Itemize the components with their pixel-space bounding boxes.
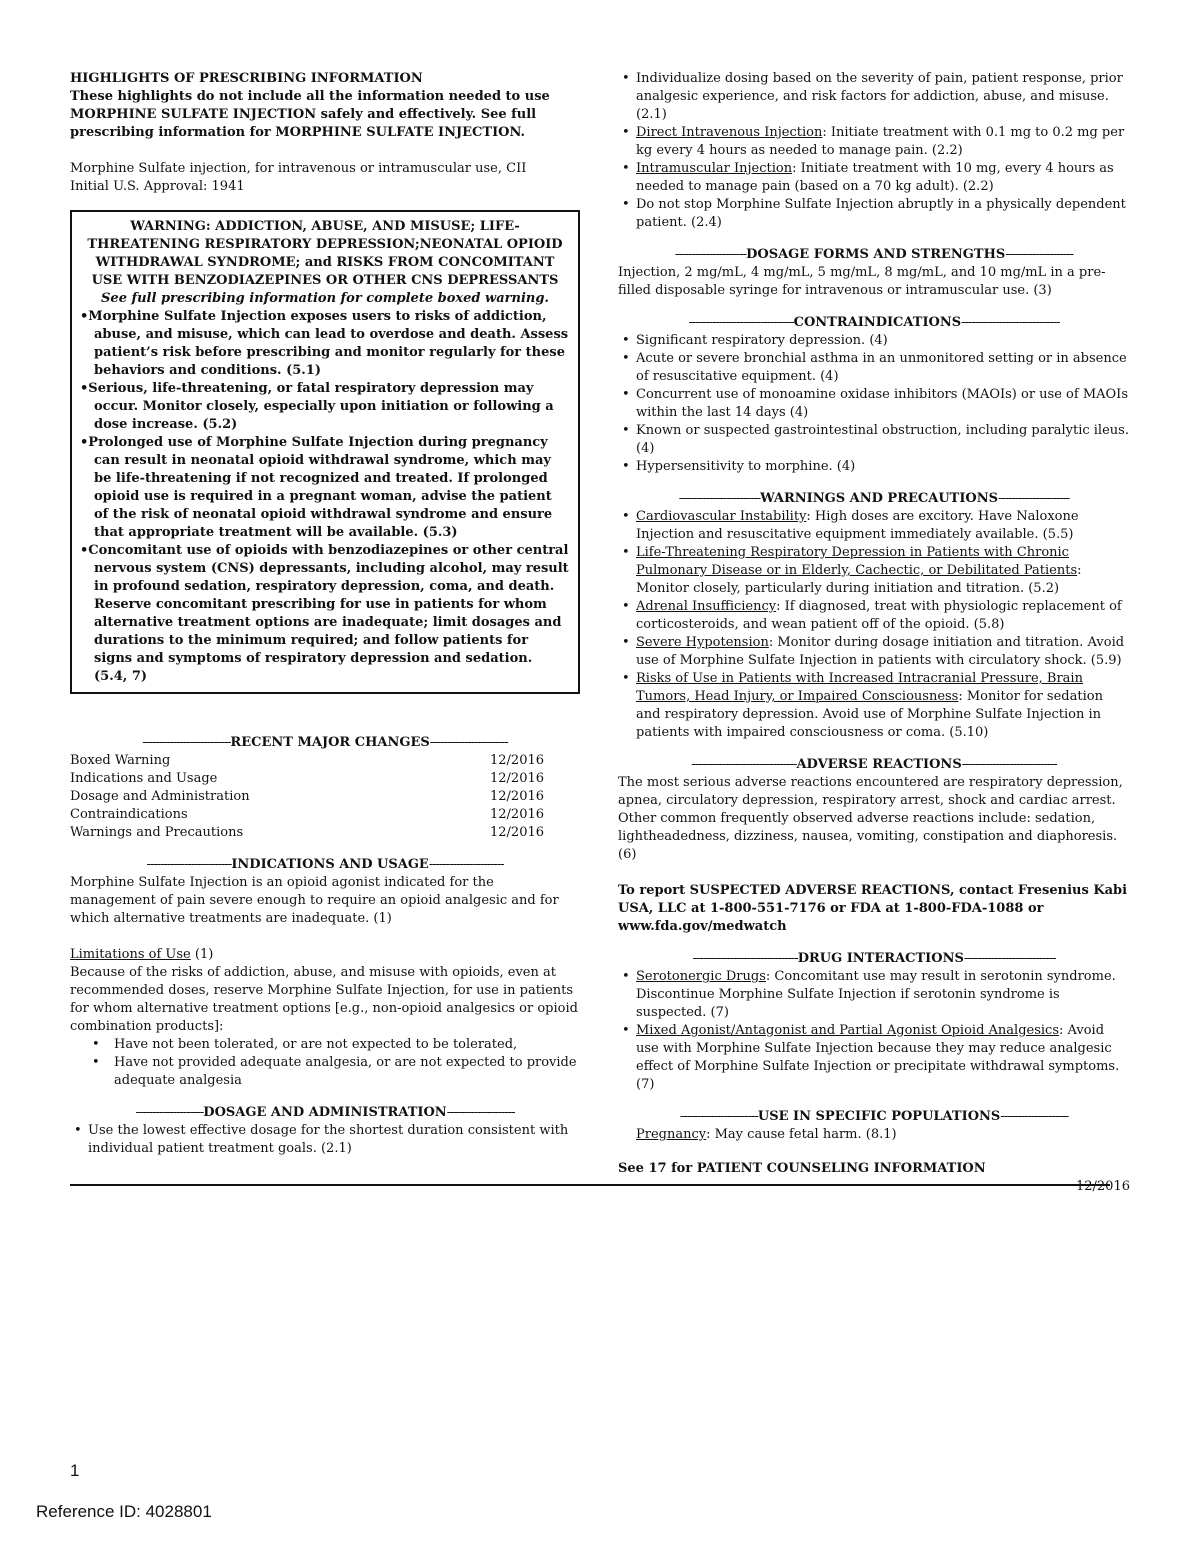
adverse-text: The most serious adverse reactions encountered are respiratory depression, apnea, circulatory depression, respiratory arrest, shock and cardiac arrest. Other common frequently observed adverse reactions include: sedation, lightheadedness, dizziness, nausea, vomiting, constipation and diaphoresis. (6) bbox=[618, 775, 1123, 862]
list-item: • Hypersensitivity to morphine. (4) bbox=[618, 458, 1130, 476]
item-text: Individualize dosing based on the severity of pain, patient response, prior analgesic experience, and risk factors for addiction, abuse, and misuse. (2.1) bbox=[636, 71, 1123, 122]
heading-dashes: -------------------- bbox=[446, 1105, 515, 1120]
boxed-warning-title: WARNING: ADDICTION, ABUSE, AND MISUSE; LIFE-THREATENING RESPIRATORY DEPRESSION;NEONATAL OPIOID WITHDRAWAL SYNDROME; and RISKS FROM CONCOMITANT USE WITH BENZODIAZEPINES OR OTHER CNS DEPRESSANTS bbox=[87, 219, 563, 288]
list-item bbox=[618, 598, 1130, 634]
heading-dashes: -------------------- bbox=[1005, 247, 1074, 262]
limitations-list bbox=[70, 1036, 580, 1090]
list-item: • Have not provided adequate analgesia, or are not expected to provide adequate analgesia bbox=[70, 1054, 580, 1090]
heading-text: USE IN SPECIFIC POPULATIONS bbox=[757, 1109, 1001, 1124]
list-item bbox=[618, 196, 1130, 232]
boxed-warning-subtitle: See full prescribing information for complete boxed warning. bbox=[101, 291, 549, 306]
patient-counseling-note: See 17 for PATIENT COUNSELING INFORMATION bbox=[618, 1161, 986, 1176]
bottom-rule bbox=[70, 1184, 1110, 1186]
boxed-warning-item: •Morphine Sulfate Injection exposes users to risks of addiction, abuse, and misuse, which can lead to overdose and death. Assess patient’s risk before prescribing and monitor regularly for these behaviors and conditions. (5.1) bbox=[80, 309, 569, 378]
change-date: 12/2016 bbox=[490, 825, 545, 840]
list-item: • Acute or severe bronchial asthma in an unmonitored setting or in absence of resuscitative equipment. (4) bbox=[618, 350, 1130, 386]
pregnancy-label: Pregnancy bbox=[636, 1127, 707, 1142]
item-label: Direct Intravenous Injection bbox=[636, 125, 823, 140]
heading-dashes: ----------------------- bbox=[429, 735, 508, 750]
dosage-forms-text: Injection, 2 mg/mL, 4 mg/mL, 5 mg/mL, 8 mg/mL, and 10 mg/mL in a pre-filled disposable syringe for intravenous or intramuscular use. (3) bbox=[618, 265, 1106, 298]
pregnancy-text: : May cause fetal harm. (8.1) bbox=[706, 1127, 897, 1142]
heading-dashes: -------------------- bbox=[1000, 1109, 1069, 1124]
boxed-warning bbox=[70, 210, 580, 694]
item-text: : Initiate treatment with 0.1 mg to 0.2 mg per kg every 4 hours as needed to manage pain. (2.2) bbox=[636, 125, 1125, 158]
heading-dashes: ------------------------------- bbox=[692, 951, 798, 966]
item-text: : Monitor closely, particularly during initiation and titration. (5.2) bbox=[636, 563, 1082, 596]
heading-dashes: ----------------------------- bbox=[961, 315, 1060, 330]
item-text: : High doses are excitory. Have Naloxone Injection and resuscitative equipment immediately available. (5.5) bbox=[636, 509, 1079, 542]
change-date: 12/2016 bbox=[490, 771, 545, 786]
list-item bbox=[618, 160, 1130, 196]
list-item bbox=[618, 670, 1130, 742]
dosage-heading bbox=[70, 1104, 580, 1122]
drug-interactions-list bbox=[618, 968, 1130, 1094]
list-item bbox=[618, 544, 1130, 598]
item-text: : Concomitant use may result in serotonin syndrome. Discontinue Morphine Sulfate Injection if serotonin syndrome is suspected. (7) bbox=[636, 969, 1116, 1020]
indications-heading bbox=[70, 856, 580, 874]
item-text: Do not stop Morphine Sulfate Injection abruptly in a physically dependent patient. (2.4) bbox=[636, 197, 1126, 230]
recent-changes-heading bbox=[70, 734, 580, 752]
boxed-warning-item: •Serious, life-threatening, or fatal respiratory depression may occur. Monitor closely, especially upon initiation or following a dose increase. (5.2) bbox=[80, 381, 554, 432]
limitations-ref: (1) bbox=[190, 947, 214, 962]
heading-text: CONTRAINDICATIONS bbox=[793, 315, 962, 330]
change-date: 12/2016 bbox=[490, 753, 545, 768]
item-text: : Monitor for sedation and respiratory depression. Avoid use of Morphine Sulfate Injection in patients with impaired consciousness or coma. (5.10) bbox=[636, 689, 1103, 740]
change-date: 12/2016 bbox=[490, 789, 545, 804]
recent-changes-table bbox=[70, 752, 550, 842]
item-text: : Monitor during dosage initiation and titration. Avoid use of Morphine Sulfate Injection in patients with circulatory shock. (5.9) bbox=[636, 635, 1125, 668]
heading-text: ADVERSE REACTIONS bbox=[796, 757, 962, 772]
list-item bbox=[618, 968, 1130, 1022]
list-item: • Significant respiratory depression. (4) bbox=[618, 332, 1130, 350]
heading-text: DOSAGE AND ADMINISTRATION bbox=[203, 1105, 447, 1120]
list-item: • Have not been tolerated, or are not expected to be tolerated, bbox=[70, 1036, 580, 1054]
item-label: Mixed Agonist/Antagonist and Partial Agonist Opioid Analgesics bbox=[636, 1023, 1059, 1038]
change-date: 12/2016 bbox=[490, 807, 545, 822]
table-row bbox=[70, 770, 550, 788]
drug-interactions-heading bbox=[618, 950, 1130, 968]
change-item: Boxed Warning bbox=[70, 753, 171, 768]
list-item bbox=[618, 70, 1130, 124]
contraindications-list bbox=[618, 332, 1130, 476]
list-item bbox=[618, 634, 1130, 670]
heading-dashes: ------------------------- bbox=[146, 857, 232, 872]
item-text: : Avoid use with Morphine Sulfate Injection because they may reduce analgesic effect of Morphine Sulfate Injection or precipitate withdrawal symptoms. (7) bbox=[636, 1023, 1120, 1092]
highlights-title: HIGHLIGHTS OF PRESCRIBING INFORMATION bbox=[70, 71, 423, 86]
item-label: Adrenal Insufficiency bbox=[636, 599, 777, 614]
page-number: 1 bbox=[70, 1461, 80, 1480]
left-column bbox=[70, 70, 580, 1158]
change-item: Contraindications bbox=[70, 807, 188, 822]
item-label: Risks of Use in Patients with Increased Intracranial Pressure, Brain Tumors, Head Injury, or Impaired Consciousness bbox=[636, 671, 1083, 704]
boxed-warning-item: •Concomitant use of opioids with benzodiazepines or other central nervous system (CNS) depressants, including alcohol, may result in profound sedation, respiratory depression, coma, and death. Reserve concomitant prescribing for use in patients for whom alternative treatment options are inadequate; limit dosages and durations to the minimum required; and follow patients for signs and symptoms of respiratory depression and sedation. (5.4, 7) bbox=[80, 543, 569, 684]
warnings-list bbox=[618, 508, 1130, 742]
item-label: Life-Threatening Respiratory Depression in Patients with Chronic Pulmonary Disease or in Elderly, Cachectic, or Debilitated Patients bbox=[636, 545, 1078, 578]
indications-text: Morphine Sulfate Injection is an opioid agonist indicated for the management of pain severe enough to require an opioid analgesic and for which alternative treatments are inadequate. (1) bbox=[70, 875, 559, 926]
list-item: • Known or suspected gastrointestinal obstruction, including paralytic ileus. (4) bbox=[618, 422, 1130, 458]
limitations-label: Limitations of Use bbox=[70, 947, 191, 962]
dosage-continued-list bbox=[618, 70, 1130, 232]
change-item: Dosage and Administration bbox=[70, 789, 250, 804]
list-item: • Concurrent use of monoamine oxidase inhibitors (MAOIs) or use of MAOIs within the last 14 days (4) bbox=[618, 386, 1130, 422]
reference-id: Reference ID: 4028801 bbox=[36, 1502, 212, 1521]
list-item bbox=[618, 124, 1130, 160]
heading-text: WARNINGS AND PRECAUTIONS bbox=[760, 491, 999, 506]
change-item: Indications and Usage bbox=[70, 771, 218, 786]
product-line: Morphine Sulfate injection, for intravenous or intramuscular use, CII bbox=[70, 161, 527, 176]
table-row bbox=[70, 788, 550, 806]
boxed-warning-item: •Prolonged use of Morphine Sulfate Injection during pregnancy can result in neonatal opioid withdrawal syndrome, which may be life-threatening if not recognized and treated. If prolonged opioid use is required in a pregnant woman, advise the patient of the risk of neonatal opioid withdrawal syndrome and ensure that appropriate treatment will be available. (5.3) bbox=[80, 435, 553, 540]
list-item bbox=[618, 1022, 1130, 1094]
heading-dashes: --------------------- bbox=[674, 247, 747, 262]
list-item bbox=[618, 508, 1130, 544]
intro-line-3: prescribing information for MORPHINE SULFATE INJECTION. bbox=[70, 125, 526, 140]
heading-text: DRUG INTERACTIONS bbox=[797, 951, 964, 966]
item-label: Serotonergic Drugs bbox=[636, 969, 766, 984]
heading-dashes: ------------------------------- bbox=[688, 315, 794, 330]
item-text: : Initiate treatment with 10 mg, every 4 hours as needed to manage pain (based on a 70 kg adult). (2.2) bbox=[636, 161, 1114, 194]
table-row bbox=[70, 806, 550, 824]
item-label: Cardiovascular Instability bbox=[636, 509, 807, 524]
heading-text: DOSAGE FORMS AND STRENGTHS bbox=[746, 247, 1006, 262]
heading-dashes: ----------------------- bbox=[679, 1109, 758, 1124]
intro-line-2: MORPHINE SULFATE INJECTION safely and effectively. See full bbox=[70, 107, 537, 122]
heading-dashes: --------------------- bbox=[998, 491, 1070, 506]
dosage-list bbox=[70, 1122, 580, 1158]
heading-dashes: ------------------------ bbox=[678, 491, 761, 506]
limitations-heading bbox=[70, 946, 580, 964]
intro-line-1: These highlights do not include all the information needed to use bbox=[70, 89, 550, 104]
approval-line: Initial U.S. Approval: 1941 bbox=[70, 179, 245, 194]
heading-dashes: ------------------------------- bbox=[691, 757, 797, 772]
heading-text: RECENT MAJOR CHANGES bbox=[230, 735, 430, 750]
specific-populations-heading bbox=[618, 1108, 1130, 1126]
heading-text: INDICATIONS AND USAGE bbox=[231, 857, 429, 872]
adverse-report: To report SUSPECTED ADVERSE REACTIONS, contact Fresenius Kabi USA, LLC at 1-800-551-7176 or FDA at 1-800-FDA-1088 or www.fda.gov/medwatch bbox=[618, 883, 1128, 934]
item-label: Severe Hypotension bbox=[636, 635, 769, 650]
table-row bbox=[70, 752, 550, 770]
heading-dashes: ---------------------- bbox=[428, 857, 504, 872]
heading-dashes: ---------------------------- bbox=[961, 757, 1057, 772]
heading-dashes: --------------------------- bbox=[963, 951, 1056, 966]
adverse-heading bbox=[618, 756, 1130, 774]
dosage-forms-heading bbox=[618, 246, 1130, 264]
contraindications-heading bbox=[618, 314, 1130, 332]
right-column bbox=[618, 70, 1130, 1196]
pregnancy-line bbox=[618, 1126, 1130, 1144]
heading-dashes: -------------------------- bbox=[142, 735, 231, 750]
item-label: Intramuscular Injection bbox=[636, 161, 793, 176]
revision-date: 12/2016 bbox=[1075, 1179, 1130, 1194]
table-row bbox=[70, 824, 550, 842]
list-item: • Use the lowest effective dosage for the shortest duration consistent with individual patient treatment goals. (2.1) bbox=[70, 1122, 580, 1158]
limitations-text: Because of the risks of addiction, abuse, and misuse with opioids, even at recommended doses, reserve Morphine Sulfate Injection, for use in patients for whom alternative treatment options [e.g., non-opioid analgesics or opioid combination products]: bbox=[70, 965, 578, 1034]
heading-dashes: -------------------- bbox=[135, 1105, 204, 1120]
item-text: : If diagnosed, treat with physiologic replacement of corticosteroids, and wean patient off of the opioid. (5.8) bbox=[636, 599, 1122, 632]
change-item: Warnings and Precautions bbox=[70, 825, 244, 840]
warnings-heading bbox=[618, 490, 1130, 508]
